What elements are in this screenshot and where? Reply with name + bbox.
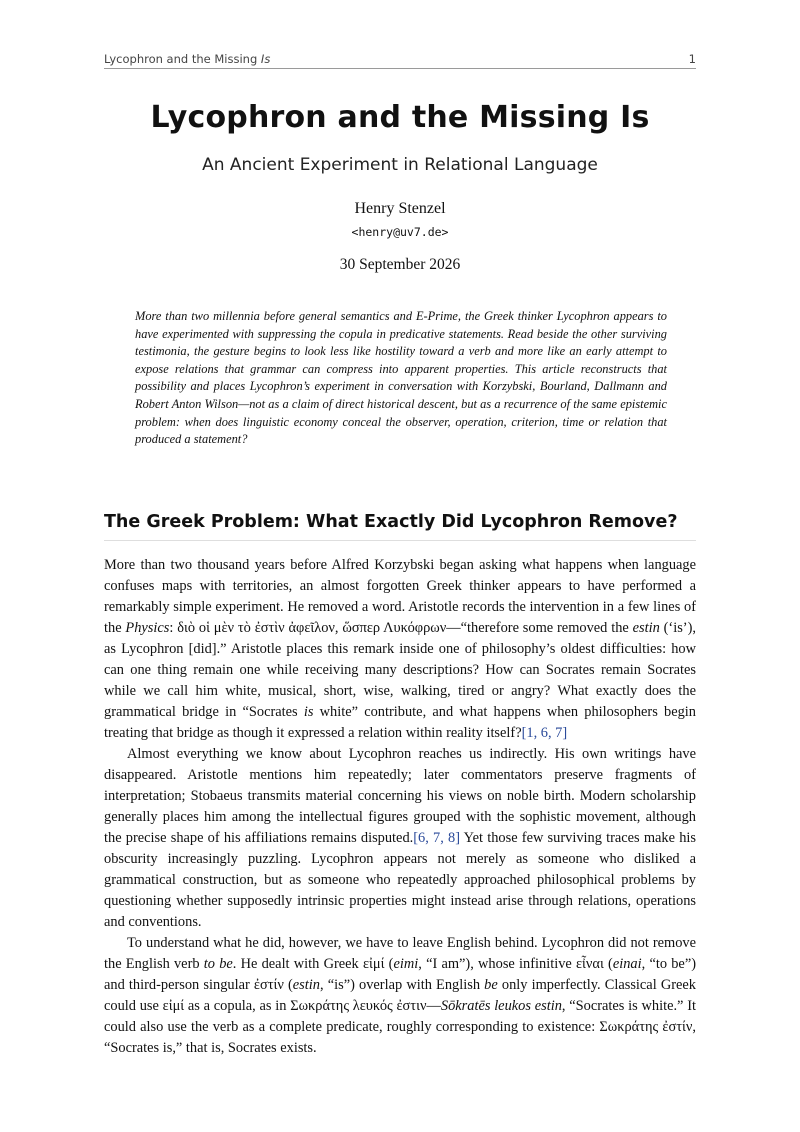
text-italic: be <box>484 977 498 993</box>
text-run: , “Socrates is white.” It could also use the verb as a complete predicate, roughly corresponding to existence: Σωκράτης ἐστίν, “Socrates is,” that is, Socrates exists. <box>104 998 696 1055</box>
paragraph-3 <box>104 933 696 1055</box>
text-run: (‘is’), as Lycophron [did].” Aristotle places this remark inside one of philosophy’s oldest difficulties: how can one thing remain one while receiving many descriptions? How can Socrates remain Socrates while we call him white, musical, short, wise, walking, tired or angry? What exactly does the grammatical bridge in “Socrates <box>104 620 696 720</box>
citation-link[interactable]: [6, 7, 8] <box>413 830 461 846</box>
text-italic: estin <box>632 620 660 636</box>
text-run: : διὸ οἱ μὲν τὸ ἐστὶν ἀφεῖλον, ὥσπερ Λυκόφρων—“therefore some removed the <box>169 620 633 636</box>
running-title-italic: Is <box>260 52 271 66</box>
paper-subtitle: An Ancient Experiment in Relational Language <box>202 155 598 175</box>
page-number: 1 <box>688 52 696 66</box>
citation-link[interactable]: [1, 6, 7] <box>521 725 568 741</box>
section-heading: The Greek Problem: What Exactly Did Lycophron Remove? <box>104 512 696 541</box>
running-header <box>104 52 696 69</box>
section-body <box>104 555 696 1055</box>
author-email: <henry@uv7.de> <box>351 225 449 239</box>
text-italic: estin <box>292 977 320 993</box>
text-italic: Physics <box>125 620 170 636</box>
paragraph-1 <box>104 555 696 744</box>
text-run: only imperfectly. Classical Greek could use εἰμί as a copula, as in Σωκράτης λευκός ἐστιν— <box>104 977 696 1014</box>
paper-title: Lycophron and the Missing Is <box>150 100 650 135</box>
text-italic: Sōkratēs leukos estin <box>440 998 562 1014</box>
text-run: Yet those few surviving traces make his obscurity increasingly puzzling. Lycophron appears not merely as someone who disliked a grammatical construction, but as someone who repeatedly approached philosophical problems by questioning whether supposedly intrinsic properties might instead arise through relations, operations and conventions. <box>104 830 696 930</box>
text-italic: to be <box>203 956 233 972</box>
text-run: More than two thousand years before Alfred Korzybski began asking what happens when language confuses maps with territories, an almost forgotten Greek thinker appears to have performed a remarkably simple experiment. He removed a word. Aristotle records the intervention in a few lines of the <box>104 557 696 636</box>
text-italic: eimi <box>393 956 419 972</box>
running-title-text: Lycophron and the Missing <box>104 52 261 66</box>
text-run: To understand what he did, however, we have to leave English behind. Lycophron did not remove the English verb <box>104 935 696 972</box>
author-name: Henry Stenzel <box>354 200 446 217</box>
text-run: white” contribute, and what happens when philosophers begin treating that bridge as though it expressed a relation within reality itself? <box>104 704 696 741</box>
text-italic: is <box>303 704 314 720</box>
text-run: , “to be”) and third-person singular ἐστίν ( <box>104 956 696 993</box>
text-italic: einai <box>612 956 642 972</box>
paragraph-2 <box>104 744 696 933</box>
text-run: Almost everything we know about Lycophron reaches us indirectly. His own writings have disappeared. Aristotle mentions him repeatedly; later commentators preserve fragments of interpretation; Stobaeus transmits material concerning his views on noble birth. Modern scholarship generally places him among the intellectual figures grouped with the sophistic movement, although the precise shape of his affiliations remains disputed. <box>104 746 696 846</box>
text-run: , “I am”), whose infinitive εἶναι ( <box>418 956 613 972</box>
text-run: , “is”) overlap with English <box>319 977 485 993</box>
running-title <box>104 52 270 66</box>
text-run: . He dealt with Greek εἰμί ( <box>232 956 394 972</box>
abstract: More than two millennia before general semantics and E-Prime, the Greek thinker Lycophron appears to have experimented with suppressing the copula in predicative statements. Read beside the other surviving testimonia, the gesture begins to look less like hostility toward a verb and more like an early attempt to expose relations that grammar can compress into apparent properties. This article reconstructs that possibility and places Lycophron’s experiment in conversation with Korzybski, Bourland, Dallmann and Robert Anton Wilson—not as a claim of direct historical descent, but as a recurrence of the same epistemic problem: when does linguistic economy conceal the observer, operation, criterion, time or relation that produced a statement? <box>135 309 667 447</box>
publication-date: 30 September 2026 <box>339 256 461 273</box>
